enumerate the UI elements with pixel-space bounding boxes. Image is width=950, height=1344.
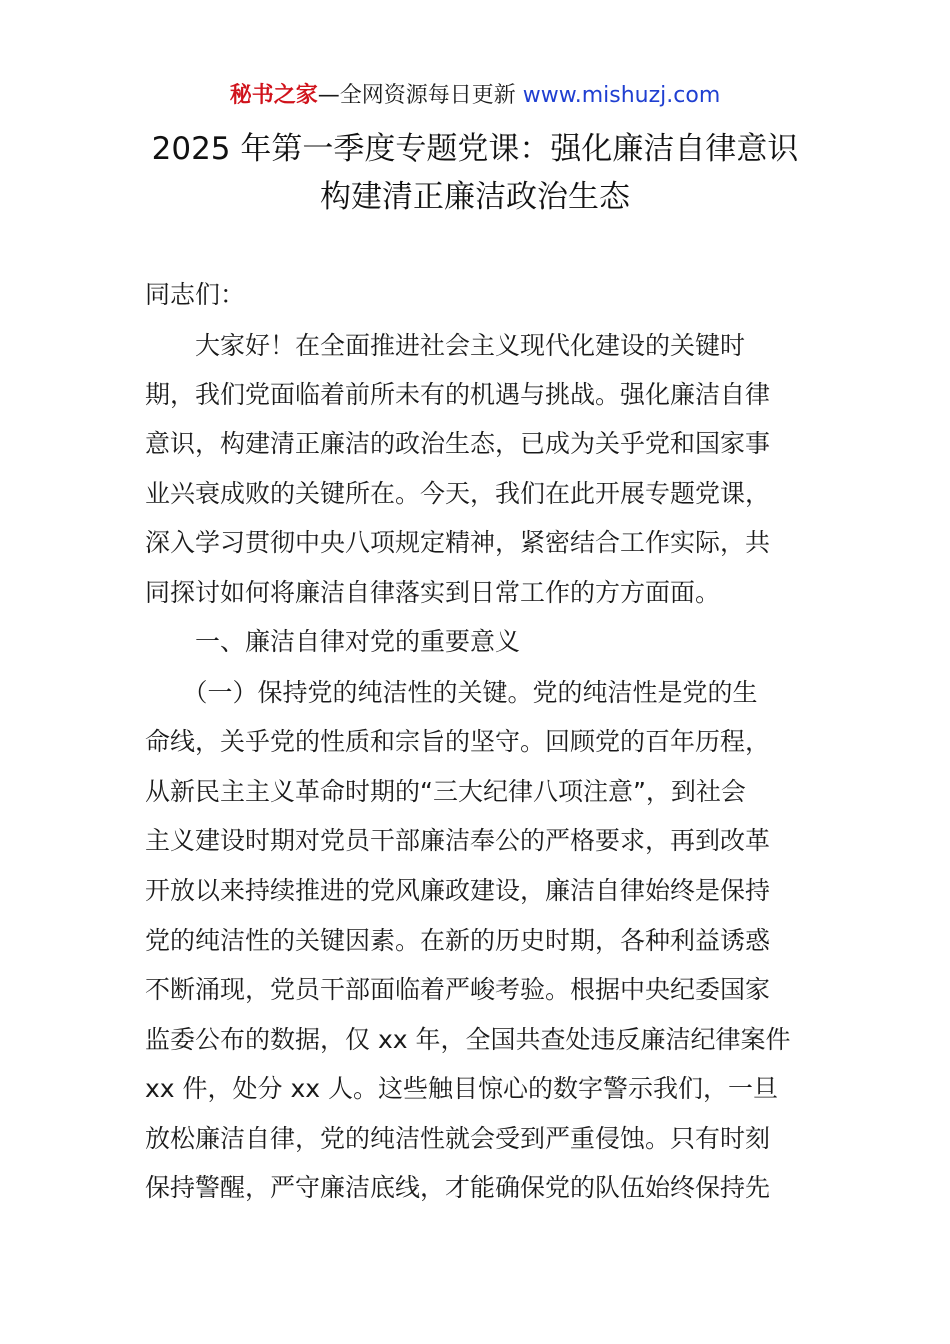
body-line: 期，我们党面临着前所未有的机遇与挑战。强化廉洁自律 xyxy=(145,380,771,409)
body-line: 大家好！在全面推进社会主义现代化建设的关键时 xyxy=(145,331,746,360)
salutation: 同志们： xyxy=(145,280,246,309)
body-line: 同探讨如何将廉洁自律落实到日常工作的方方面面。 xyxy=(145,578,721,607)
body-line: 监委公布的数据，仅 xx 年，全国共查处违反廉洁纪律案件 xyxy=(145,1025,791,1054)
body-line: 主义建设时期对党员干部廉洁奉公的严格要求，再到改革 xyxy=(145,826,771,855)
document-title-line-2: 构建清正廉洁政治生态 xyxy=(320,179,630,215)
body-line: 保持警醒，严守廉洁底线，才能确保党的队伍始终保持先 xyxy=(145,1173,771,1202)
body-line: 放松廉洁自律，党的纯洁性就会受到严重侵蚀。只有时刻 xyxy=(145,1124,771,1153)
body-line: 从新民主主义革命时期的“三大纪律八项注意”，到社会 xyxy=(145,777,746,806)
section-heading: 一、廉洁自律对党的重要意义 xyxy=(145,627,521,656)
body-line: 开放以来持续推进的党风廉政建设，廉洁自律始终是保持 xyxy=(145,876,771,905)
site-brand: 秘书之家 xyxy=(229,83,318,108)
body-line: 深入学习贯彻中央八项规定精神，紧密结合工作实际，共 xyxy=(145,528,771,557)
body-line: xx 件，处分 xx 人。这些触目惊心的数字警示我们，一旦 xyxy=(145,1074,779,1103)
body-line: 意识，构建清正廉洁的政治生态，已成为关乎党和国家事 xyxy=(145,429,771,458)
site-url-link[interactable]: www.mishuzj.com xyxy=(522,83,721,108)
site-header xyxy=(0,80,950,112)
body-line: 不断涌现，党员干部面临着严峻考验。根据中央纪委国家 xyxy=(145,975,771,1004)
body-line: （一）保持党的纯洁性的关键。党的纯洁性是党的生 xyxy=(145,678,758,707)
document-title-line-1: 2025 年第一季度专题党课：强化廉洁自律意识 xyxy=(151,131,799,167)
site-tagline: —全网资源每日更新 xyxy=(317,83,523,108)
body-line: 命线，关乎党的性质和宗旨的坚守。回顾党的百年历程， xyxy=(145,727,771,756)
body-line: 党的纯洁性的关键因素。在新的历史时期，各种利益诱惑 xyxy=(145,926,771,955)
body-line: 业兴衰成败的关键所在。今天，我们在此开展专题党课， xyxy=(145,479,771,508)
